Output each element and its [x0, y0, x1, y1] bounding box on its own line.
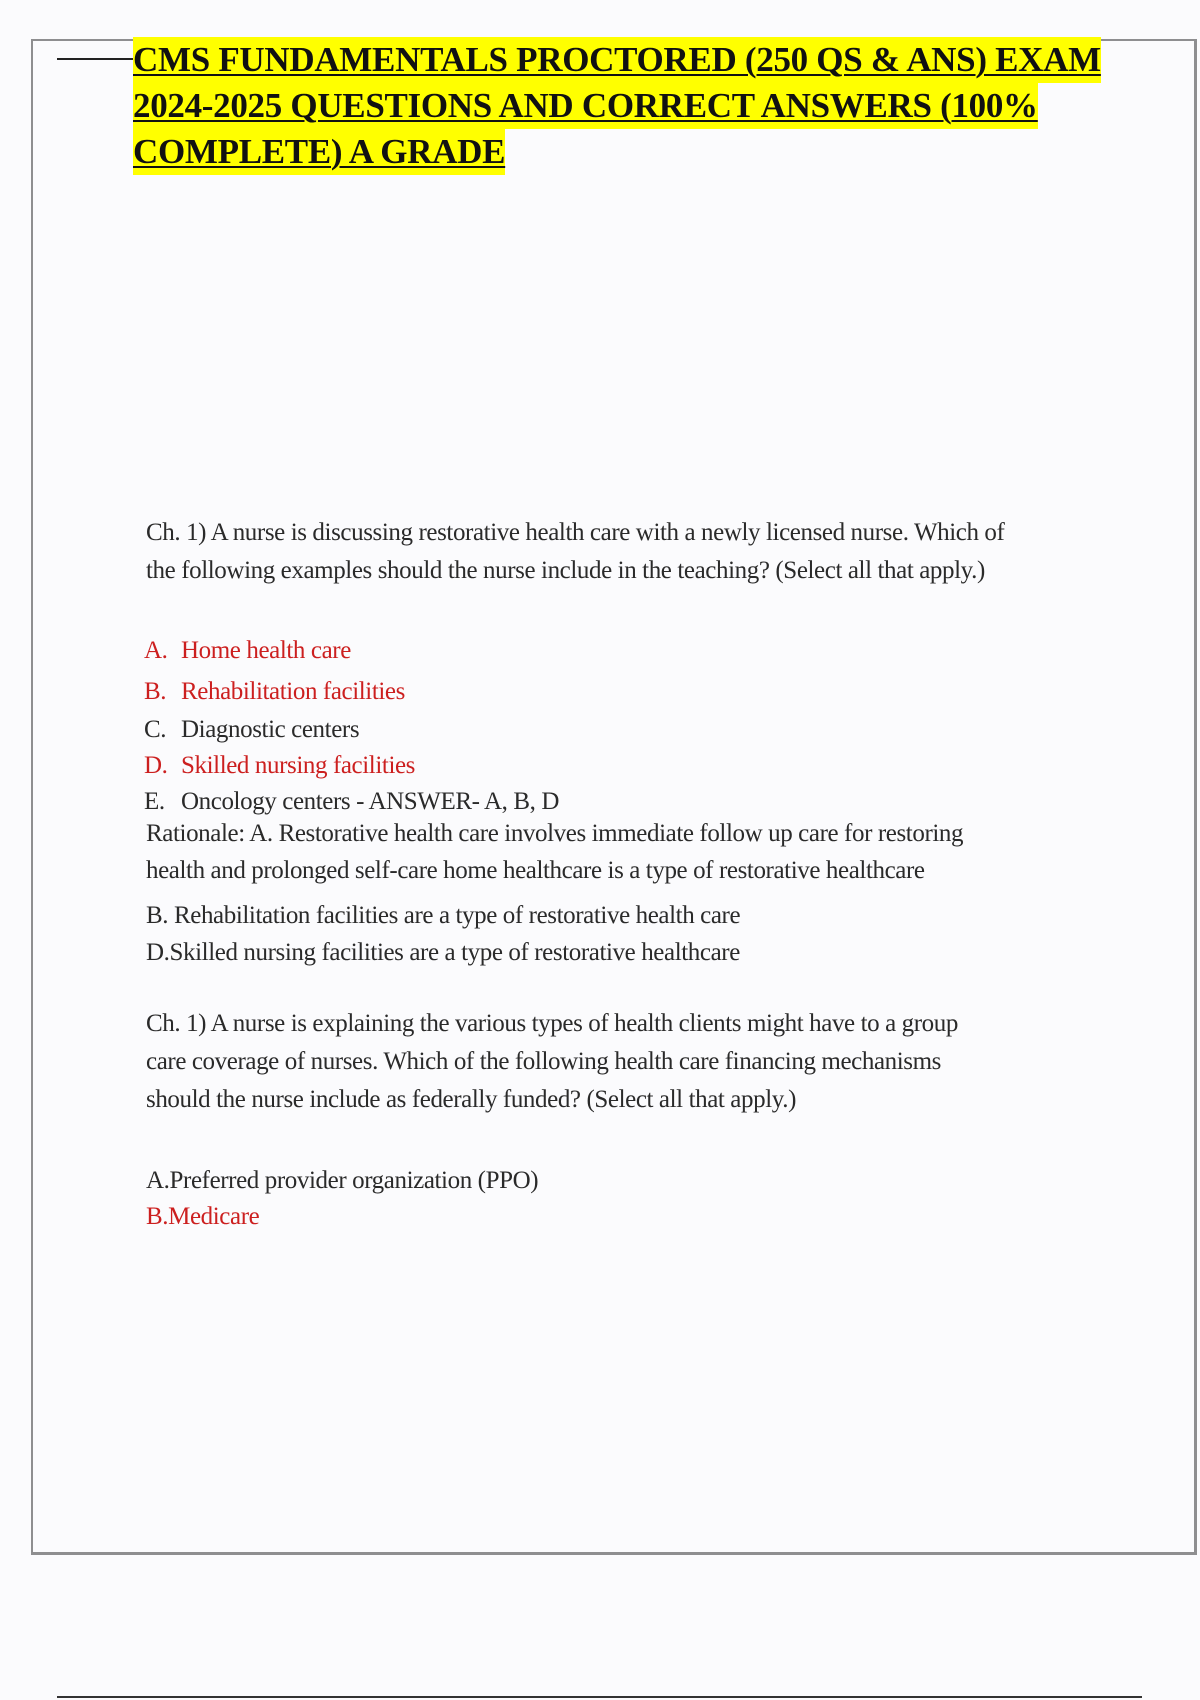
top-rule — [57, 58, 133, 60]
option-letter: C. — [144, 716, 167, 743]
option-letter: E. — [144, 788, 165, 815]
bottom-rule — [57, 1696, 1142, 1698]
title-line-2: 2024-2025 QUESTIONS AND CORRECT ANSWERS (100% — [133, 83, 1038, 129]
question-1-rationale — [146, 815, 1106, 971]
option-text: Skilled nursing facilities — [181, 752, 416, 779]
question-1-stem — [146, 514, 1106, 590]
option-a-correct — [144, 630, 1104, 672]
question-1-stem-line: the following examples should the nurse include in the teaching? (Select all that apply.) — [146, 557, 985, 584]
document-title — [133, 37, 1153, 175]
question-2-stem-line: care coverage of nurses. Which of the following health care financing mechanisms — [146, 1048, 941, 1075]
option-letter: D. — [144, 752, 168, 779]
rationale-line: B. Rehabilitation facilities are a type of restorative health care — [146, 902, 741, 929]
title-line-1: CMS FUNDAMENTALS PROCTORED (250 QS & ANS) EXAM — [133, 37, 1101, 83]
option-d-correct — [144, 748, 1104, 784]
option-text: Oncology centers - ANSWER- A, B, D — [181, 788, 560, 815]
option-b-correct — [144, 672, 1104, 712]
question-2-stem-line: should the nurse include as federally funded? (Select all that apply.) — [146, 1086, 797, 1113]
option-c — [144, 712, 1104, 748]
option-letter: B. — [146, 1203, 169, 1230]
question-2-stem-line: Ch. 1) A nurse is explaining the various types of health clients might have to a group — [146, 1010, 958, 1037]
option-letter: A. — [146, 1167, 170, 1194]
option-text: Preferred provider organization (PPO) — [169, 1167, 539, 1194]
option-text: Rehabilitation facilities — [181, 678, 405, 705]
question-1-options — [144, 630, 1104, 820]
rationale-line: D.Skilled nursing facilities are a type of restorative healthcare — [146, 939, 740, 966]
question-2-options — [146, 1163, 1106, 1235]
option-b-correct — [146, 1199, 1106, 1235]
option-text: Diagnostic centers — [181, 716, 360, 743]
option-letter: B. — [144, 678, 167, 705]
option-letter: A. — [144, 637, 168, 664]
option-a — [146, 1163, 1106, 1199]
option-text: Home health care — [181, 637, 351, 664]
question-1-stem-line: Ch. 1) A nurse is discussing restorative health care with a newly licensed nurse. Which of — [146, 519, 1005, 546]
title-line-3: COMPLETE) A GRADE — [133, 129, 505, 175]
rationale-line: Rationale: A. Restorative health care involves immediate follow up care for restoring — [146, 820, 964, 847]
question-2-stem — [146, 1005, 1106, 1119]
rationale-line: health and prolonged self-care home healthcare is a type of restorative healthcare — [146, 857, 925, 884]
option-text: Medicare — [168, 1203, 260, 1230]
